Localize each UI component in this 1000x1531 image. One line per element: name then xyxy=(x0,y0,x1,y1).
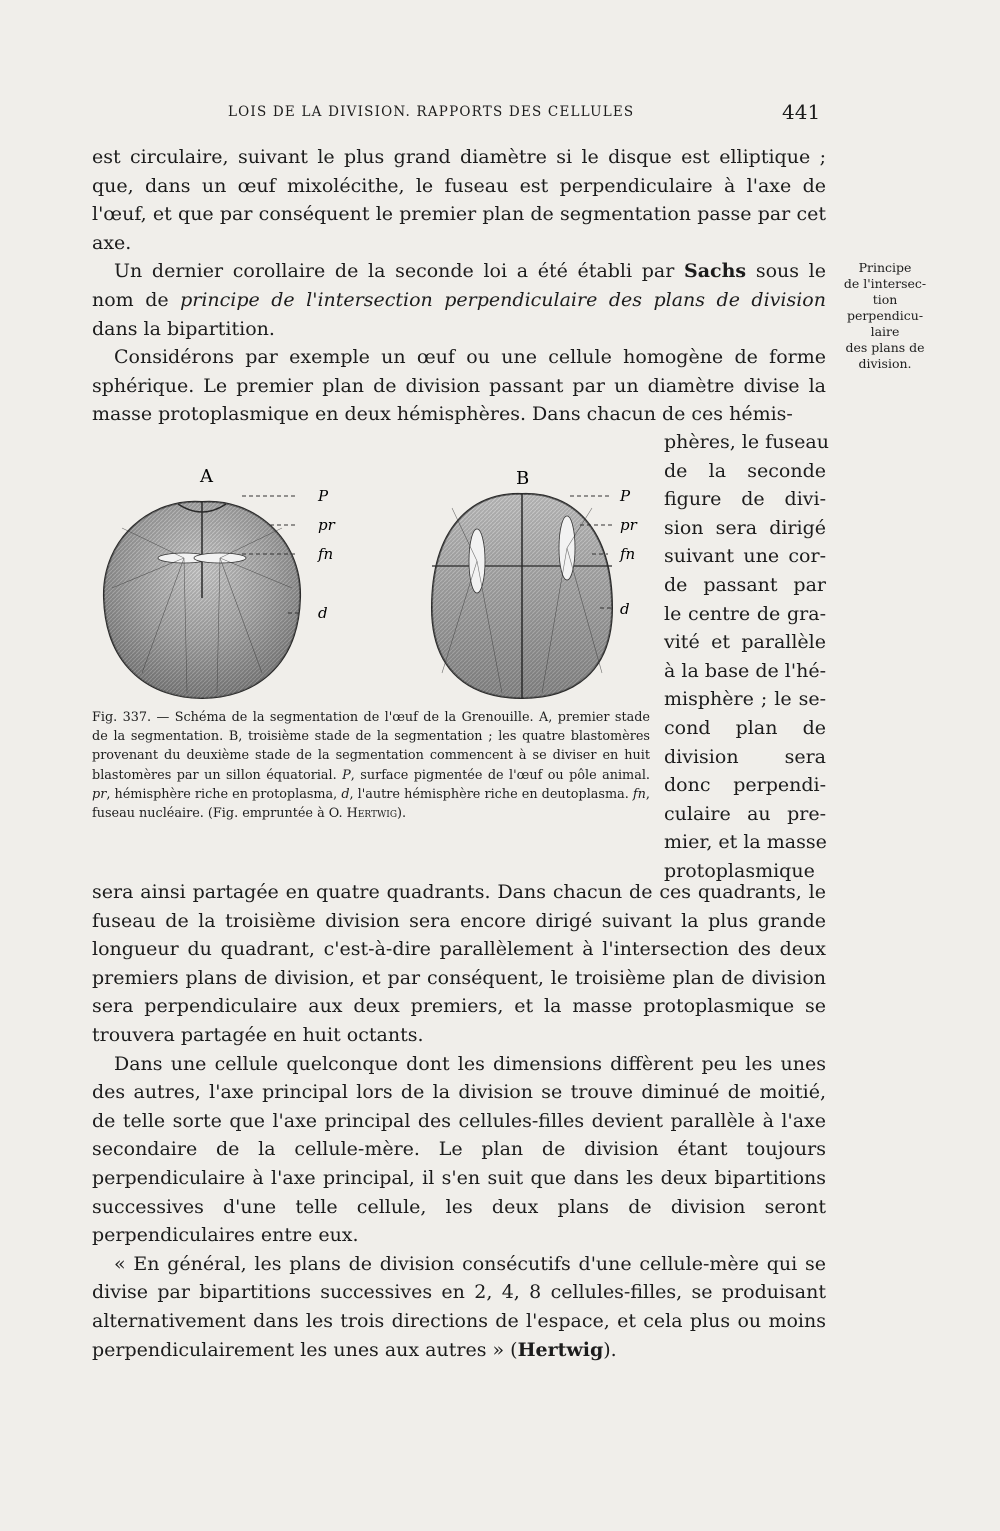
paragraph-2 xyxy=(92,257,826,343)
margin-note-line: perpendicu- xyxy=(846,308,924,323)
narrow-line: vité et parallèle xyxy=(664,631,826,654)
author-sachs: Sachs xyxy=(684,260,747,283)
running-title: LOIS DE LA DIVISION. RAPPORTS DES CELLULES xyxy=(228,104,635,120)
narrow-line: figure de divi- xyxy=(664,488,826,511)
caption-term-pr: pr xyxy=(92,786,107,802)
narrow-line: sion sera dirigé xyxy=(664,516,826,539)
margin-note-line: tion xyxy=(872,292,898,307)
segmentation-illustration xyxy=(92,458,654,720)
paragraph-3-top: Considérons par exemple un œuf ou une cellule homogène de forme sphérique. Le premier plan de division passant par un diamètre divise la masse protoplasmique en deux hémisphères. Dans chacun de ces hémis- xyxy=(92,346,826,426)
egg-a-label-fn: fn xyxy=(318,545,334,563)
principle-term: principe de l'intersection perpendiculaire des plans de division xyxy=(180,288,826,311)
egg-a xyxy=(104,502,300,698)
egg-b xyxy=(432,494,612,698)
quotation-end: ). xyxy=(603,1338,617,1361)
caption-credit: Hertwig xyxy=(346,806,398,822)
narrow-line: misphère ; le se- xyxy=(664,688,826,711)
narrow-line: donc perpendi- xyxy=(664,774,826,797)
narrow-line: de la seconde xyxy=(664,459,826,482)
margin-note-line: division. xyxy=(858,356,912,371)
caption-term-p: P xyxy=(342,767,351,783)
caption-text-6: ). xyxy=(397,806,407,822)
margin-note-line: laire xyxy=(870,324,900,339)
narrow-line: à la base de l'hé- xyxy=(664,659,826,682)
quotation-text: « En général, les plans de division consécutifs d'une cellule-mère qui se divise par bipartitions successives en 2, 4, 8 cellules-filles, se produisant alternativement dans les trois directions de l'espace, et cela plus ou moins perpendiculairement les unes aux autres » ( xyxy=(92,1252,826,1361)
paragraph-1: est circulaire, suivant le plus grand diamètre si le disque est elliptique ; que, dans un œuf mixolécithe, le fuseau est perpendiculaire à l'axe de l'œuf, et que par conséquent le premier plan de segmentation passe par cet axe. xyxy=(92,146,826,254)
caption-fig-label: Fig. 337. — xyxy=(92,710,170,725)
text-block-bottom xyxy=(92,878,826,1364)
figure-label-b: B xyxy=(516,468,530,489)
narrow-line: le centre de gra- xyxy=(664,602,826,625)
figure-caption xyxy=(92,708,650,823)
caption-term-fn: fn xyxy=(632,786,646,802)
narrow-line: protoplasmique xyxy=(664,859,815,882)
egg-a-label-pr: pr xyxy=(318,516,335,534)
caption-text xyxy=(92,708,650,823)
paragraph-2-part3: dans la bipartition. xyxy=(92,317,275,340)
margin-note-line: de l'intersec- xyxy=(843,276,927,291)
text-block-top xyxy=(92,143,826,429)
egg-a-label-p: P xyxy=(318,487,329,505)
narrow-line: suivant une cor- xyxy=(664,545,826,568)
narrow-line: mier, et la masse xyxy=(664,831,827,854)
caption-term-d: d xyxy=(341,786,350,802)
egg-b-label-fn: fn xyxy=(620,545,636,563)
margin-note xyxy=(832,260,938,372)
narrow-line: phères, le fuseau xyxy=(664,431,829,453)
egg-a-label-d: d xyxy=(318,604,328,622)
figure-337 xyxy=(92,458,654,720)
caption-text-5: , fuseau nucléaire. (Fig. empruntée à O. xyxy=(92,786,650,822)
figure-label-a: A xyxy=(200,466,213,487)
egg-b-label-pr: pr xyxy=(620,516,637,534)
caption-text-2: , surface pigmentée de l'œuf ou pôle animal. xyxy=(350,767,650,783)
egg-b-label-p: P xyxy=(620,487,631,505)
paragraph-3-bottom: sera ainsi partagée en quatre quadrants. Dans chacun de ces quadrants, le fuseau de la troisième division sera encore dirigé suivant la plus grande longueur du quadrant, c'est-à-dire parallèlement à l'intersection des deux premiers plans de division, et par conséquent, le troisième plan de division sera perpendiculaire aux deux premiers, et la masse protoplasmique se trouvera partagée en huit octants. xyxy=(92,881,826,1046)
narrow-text-column xyxy=(664,428,829,886)
margin-note-line: Principe xyxy=(858,260,912,275)
narrow-line: cond plan de xyxy=(664,716,826,739)
paragraph-4: Dans une cellule quelconque dont les dimensions diffèrent peu les unes des autres, l'axe principal lors de la division se trouve diminué de moitié, de telle sorte que l'axe principal des cellules-filles devient parallèle à l'axe secondaire de la cellule-mère. Le plan de division étant toujours perpendiculaire à l'axe principal, il s'en suit que dans les deux bipartitions successives d'une telle cellule, les deux plans de division seront perpendiculaires entre eux. xyxy=(92,1052,826,1247)
paragraph-2-part1: Un dernier corollaire de la seconde loi a été établi par xyxy=(114,260,685,283)
caption-text-4: , l'autre hémisphère riche en deutoplasma. xyxy=(349,786,633,802)
narrow-line: culaire au pre- xyxy=(664,802,826,825)
narrow-line: de passant par xyxy=(664,573,826,596)
margin-note-line: des plans de xyxy=(845,340,925,355)
narrow-line: division sera xyxy=(664,745,826,768)
page-number: 441 xyxy=(782,100,821,124)
caption-text-1: Schéma de la segmentation de l'œuf de la Grenouille. A, premier stade de la segmentation. B, troisième stade de la segmentation ; les quatre blastomères provenant du deuxième stade de la segmentation commencent à se diviser en huit blastomères par un sillon équatorial. xyxy=(92,710,650,783)
paragraph-5 xyxy=(92,1250,826,1364)
caption-text-3: , hémisphère riche en protoplasma, xyxy=(106,786,342,802)
paragraph-2-part2: sous le nom de xyxy=(92,260,826,311)
egg-b-label-d: d xyxy=(620,600,630,618)
author-hertwig: Hertwig xyxy=(517,1338,604,1361)
